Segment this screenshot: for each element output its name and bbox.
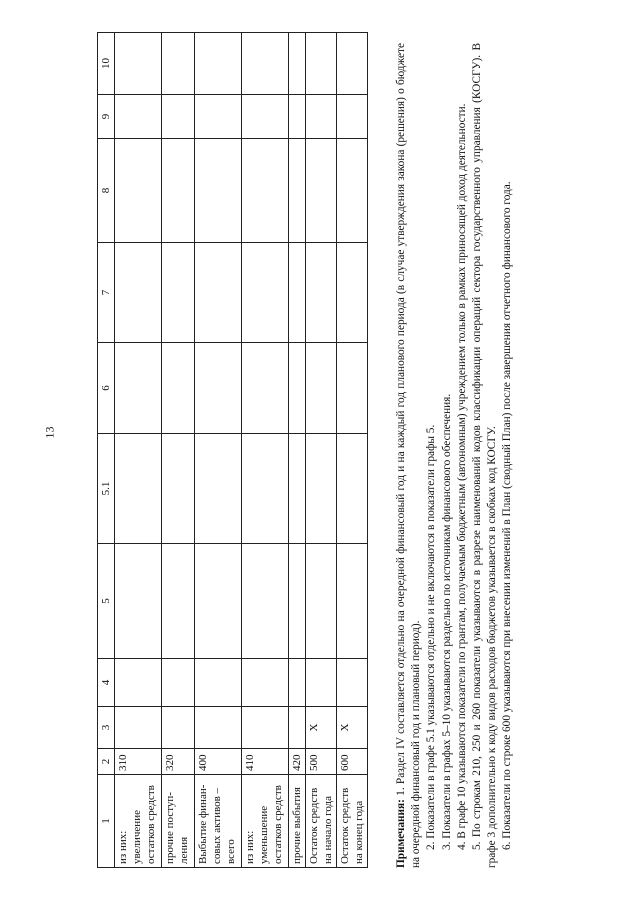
row-code-cell: 500 [306,749,337,775]
header-cell: 5 [98,544,115,659]
empty-cell [337,139,368,243]
note-3: 3. Показатели в графах 5–10 указываются раздельно по источникам финансового обеспечения. [440,393,453,850]
empty-cell [337,243,368,343]
table-row [195,33,242,868]
header-cell: 8 [98,139,115,243]
row-name-cell: из них: уменьшение остатков средств [242,775,289,868]
empty-cell [195,343,242,434]
row-code-cell: 310 [115,749,162,775]
row-code-cell: 400 [195,749,242,775]
empty-cell [162,343,195,434]
empty-cell [195,544,242,659]
empty-cell [195,95,242,139]
empty-cell [289,33,306,95]
empty-cell [242,434,289,544]
empty-cell [115,659,162,707]
header-cell: 5.1 [98,434,115,544]
empty-cell [306,434,337,544]
header-cell: 7 [98,243,115,343]
empty-cell [242,343,289,434]
empty-cell [306,33,337,95]
note-4: 4. В графе 10 указываются показатели по грантам, получаемым бюджетным (автономным) учреждением только в рамках приносящей доход деятельности. [455,103,468,850]
empty-cell [195,243,242,343]
note-1 [394,43,424,868]
empty-cell [289,95,306,139]
empty-cell [195,33,242,95]
empty-cell [162,243,195,343]
row-name-cell: Остаток средств на начало года [306,775,337,868]
empty-cell [115,544,162,659]
note-1-text: 1. Раздел IV составляется отдельно на очередной финансовый год и на каждый год планового периода (в случае утверждения закона (решения) о бюджете на очередной финансовый год и плановый период). [395,43,423,868]
empty-cell [289,243,306,343]
empty-cell [306,139,337,243]
empty-cell [306,243,337,343]
empty-cell [306,659,337,707]
empty-cell [115,139,162,243]
notes-label: Примечания: [395,799,407,868]
empty-cell [242,243,289,343]
empty-cell [289,343,306,434]
header-cell: 2 [98,749,115,775]
note-5: 5. По строкам 210, 250 и 260 показатели указываются в разрезе наименований кодов классификации операций сектора государственного управления (КОСГУ). В графе 3 дополнительно к коду видов расходов бюджетов указывается в скобках код КОСГУ. [471,43,499,868]
empty-cell [195,659,242,707]
row-col3-cell: X [306,707,337,749]
table-row [162,33,195,868]
note-2: 2. Показатели в графе 5.1 указываются отдельно и не включаются в показатели графы 5. [425,424,438,850]
empty-cell [337,95,368,139]
empty-cell [306,95,337,139]
empty-cell [306,544,337,659]
empty-cell [242,33,289,95]
empty-cell [289,659,306,707]
row-col3-cell: X [337,707,368,749]
empty-cell [242,659,289,707]
empty-cell [162,95,195,139]
empty-cell [162,434,195,544]
empty-cell [242,544,289,659]
empty-cell [115,343,162,434]
empty-cell [115,33,162,95]
table-row [289,33,306,868]
empty-cell [242,95,289,139]
table-row [115,33,162,868]
row-name-cell: из них: увеличение остатков средств [115,775,162,868]
row-col3-cell [242,707,289,749]
empty-cell [115,95,162,139]
row-code-cell: 600 [337,749,368,775]
row-code-cell: 420 [289,749,306,775]
notes-block [394,43,516,868]
empty-cell [289,139,306,243]
header-cell: 3 [98,707,115,749]
empty-cell [337,343,368,434]
empty-cell [162,659,195,707]
empty-cell [337,544,368,659]
header-cell: 1 [98,775,115,868]
table-row [337,33,368,868]
page-number: 13 [42,426,57,439]
empty-cell [337,33,368,95]
empty-cell [195,139,242,243]
row-code-cell: 320 [162,749,195,775]
empty-cell [162,33,195,95]
row-col3-cell [195,707,242,749]
rotated-content [97,28,529,868]
empty-cell [306,343,337,434]
table-body [98,33,368,868]
row-col3-cell [289,707,306,749]
empty-cell [115,243,162,343]
row-col3-cell [115,707,162,749]
empty-cell [337,659,368,707]
row-name-cell: Выбытие финан- совых активов – всего [195,775,242,868]
table-row [306,33,337,868]
row-code-cell: 410 [242,749,289,775]
header-cell: 6 [98,343,115,434]
header-cell: 9 [98,95,115,139]
empty-cell [195,434,242,544]
row-name-cell: прочие поступ- ления [162,775,195,868]
row-name-cell: прочие выбытия [289,775,306,868]
data-table [97,32,368,868]
header-cell: 10 [98,33,115,95]
empty-cell [162,139,195,243]
table-row [242,33,289,868]
empty-cell [289,434,306,544]
note-6: 6. Показатели по строке 600 указываются при внесении изменений в План (сводный План) после завершения отчетного финансового года. [501,181,514,850]
empty-cell [289,544,306,659]
empty-cell [162,544,195,659]
table-header-row [98,33,115,868]
row-col3-cell [162,707,195,749]
empty-cell [242,139,289,243]
row-name-cell: Остаток средств на конец года [337,775,368,868]
empty-cell [115,434,162,544]
empty-cell [337,434,368,544]
header-cell: 4 [98,659,115,707]
